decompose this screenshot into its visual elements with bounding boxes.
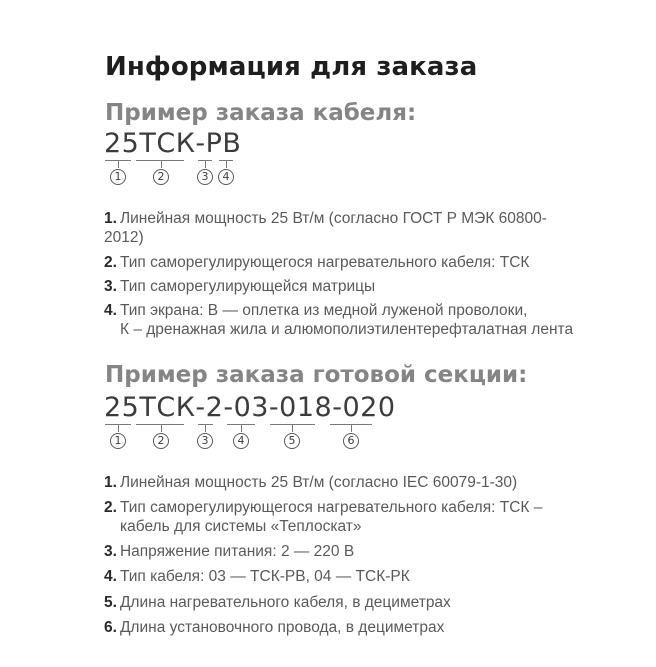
section-code-dash-2: - [223, 392, 234, 423]
section-item-3-number: 3. [104, 543, 117, 560]
section-item-5 [104, 593, 624, 612]
section-code-part-3: 2 [205, 392, 224, 423]
section-code-part-2: ТСК [139, 392, 196, 423]
section-tick-5 [292, 424, 293, 432]
section-item-2-text-cont: кабель для системы «Теплоскат» [120, 518, 362, 535]
cable-item-4-text-cont: К – дренажная жила и алюмополиэтилентерефталатная лента [120, 321, 574, 338]
section-item-6 [104, 618, 624, 637]
section-marker-2: 2 [153, 433, 169, 449]
cable-tick-1 [118, 160, 119, 168]
section-marker-6: 6 [343, 433, 359, 449]
section-marker-5: 5 [284, 433, 300, 449]
section-item-1 [104, 473, 624, 492]
page-title: Информация для заказа [105, 52, 478, 82]
cable-underline-2 [136, 160, 184, 161]
section-code-part-4: 03 [233, 392, 269, 423]
cable-code-part-1: 25 [104, 128, 140, 159]
section-item-4-number: 4. [104, 568, 117, 585]
section-tick-1 [118, 424, 119, 432]
section-underline-2 [136, 424, 184, 425]
cable-item-3-text: Тип саморегулирующейся матрицы [119, 278, 376, 295]
cable-item-1-number: 1. [104, 210, 117, 227]
cable-tick-4 [226, 160, 227, 168]
cable-item-4 [104, 301, 624, 339]
cable-marker-2: 2 [153, 169, 169, 185]
section-tick-4 [241, 424, 242, 432]
cable-tick-2 [161, 160, 162, 168]
section-code-dash-3: - [268, 392, 280, 423]
cable-code-part-3: Р [205, 128, 223, 159]
cable-marker-3: 3 [197, 169, 213, 185]
cable-item-4-number: 4. [104, 302, 117, 319]
section-item-4 [104, 567, 624, 586]
section-item-6-text: Длина установочного провода, в дециметрах [119, 619, 445, 636]
section-marker-4: 4 [233, 433, 249, 449]
cable-marker-4: 4 [218, 169, 234, 185]
section-code-dash-4: - [332, 392, 343, 423]
section-tick-6 [351, 424, 352, 432]
cable-item-3 [104, 277, 624, 296]
section-item-2-number: 2. [104, 499, 117, 516]
cable-item-1 [104, 209, 624, 247]
section-item-2-text: Тип саморегулирующегося нагревательного кабеля: ТСК – [119, 499, 543, 516]
cable-item-4-text: Тип экрана: В — оплетка из медной луженой проволоки, [119, 302, 528, 319]
section-item-1-number: 1. [104, 474, 117, 491]
cable-example-heading: Пример заказа кабеля: [105, 100, 417, 126]
cable-marker-1: 1 [110, 169, 126, 185]
cable-item-2-text: Тип саморегулирующегося нагревательного кабеля: ТСК [119, 254, 530, 271]
cable-item-2-number: 2. [104, 254, 117, 271]
cable-tick-3 [205, 160, 206, 168]
cable-item-3-number: 3. [104, 278, 117, 295]
section-code-part-6: 020 [342, 392, 396, 423]
section-item-6-number: 6. [104, 619, 117, 636]
section-item-2 [104, 498, 624, 536]
section-item-3 [104, 542, 624, 561]
section-tick-2 [161, 424, 162, 432]
section-item-3-text: Напряжение питания: 2 — 220 В [119, 543, 355, 560]
section-item-4-text: Тип кабеля: 03 — ТСК-РВ, 04 — ТСК-РК [119, 568, 410, 585]
section-marker-1: 1 [110, 433, 126, 449]
cable-code-part-2: ТСК [139, 128, 196, 159]
section-example-heading: Пример заказа готовой секции: [105, 362, 528, 388]
section-code-part-5: 018 [279, 392, 333, 423]
cable-item-2 [104, 253, 624, 272]
section-item-1-text: Линейная мощность 25 Вт/м (согласно IEC 60079-1-30) [119, 474, 518, 491]
cable-code-part-4: В [222, 128, 242, 159]
section-code-dash-1: - [195, 392, 206, 423]
section-item-5-text: Длина нагревательного кабеля, в дециметрах [119, 594, 451, 611]
section-code-part-1: 25 [104, 392, 140, 423]
section-marker-3: 3 [197, 433, 213, 449]
cable-item-1-text-cont: 2012) [104, 229, 144, 246]
cable-code [104, 128, 241, 159]
section-item-5-number: 5. [104, 594, 117, 611]
section-tick-3 [205, 424, 206, 432]
cable-code-dash: - [195, 128, 206, 159]
cable-item-1-text: Линейная мощность 25 Вт/м (согласно ГОСТ Р МЭК 60800- [119, 210, 547, 227]
section-code [104, 392, 396, 423]
